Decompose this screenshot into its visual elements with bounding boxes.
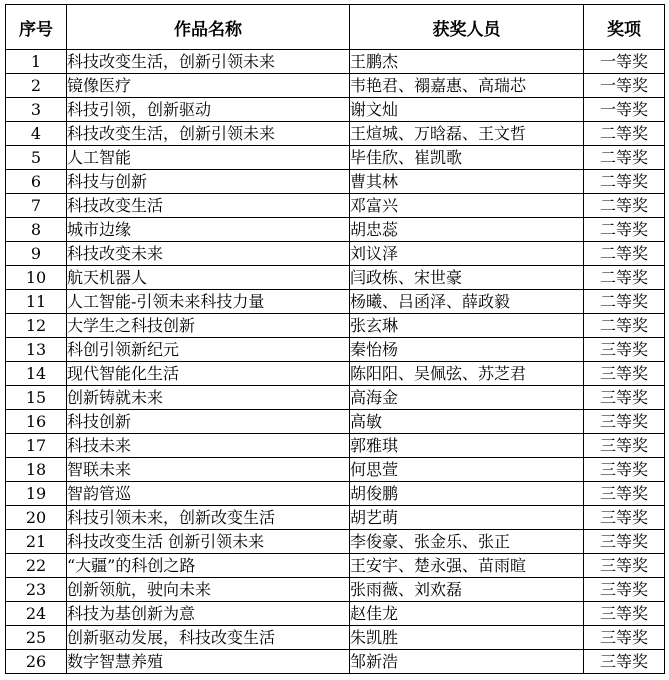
table-row [6, 458, 665, 482]
cell-award: 三等奖 [584, 626, 665, 650]
cell-num: 10 [6, 266, 67, 290]
cell-num: 3 [6, 98, 67, 122]
table-row [6, 578, 665, 602]
cell-people: 陈阳阳、吴佩弦、苏芝君 [350, 362, 584, 386]
cell-people: 郭雅琪 [350, 434, 584, 458]
cell-award: 三等奖 [584, 458, 665, 482]
cell-people: 王煊城、万晗磊、王文哲 [350, 122, 584, 146]
table-row [6, 410, 665, 434]
cell-num: 2 [6, 74, 67, 98]
cell-people: 秦怡杨 [350, 338, 584, 362]
table-header [6, 5, 665, 50]
cell-num: 21 [6, 530, 67, 554]
header-award: 奖项 [584, 5, 665, 50]
cell-work: 创新领航，驶向未来 [67, 578, 350, 602]
cell-people: 胡俊鹏 [350, 482, 584, 506]
cell-work: 科技引领，创新驱动 [67, 98, 350, 122]
cell-award: 二等奖 [584, 122, 665, 146]
cell-award: 三等奖 [584, 434, 665, 458]
cell-work: 科技改变生活 [67, 194, 350, 218]
table-row [6, 266, 665, 290]
cell-work: 科技未来 [67, 434, 350, 458]
cell-work: 创新驱动发展，科技改变生活 [67, 626, 350, 650]
cell-award: 二等奖 [584, 170, 665, 194]
cell-num: 13 [6, 338, 67, 362]
cell-work: 人工智能-引领未来科技力量 [67, 290, 350, 314]
cell-people: 何思萱 [350, 458, 584, 482]
cell-award: 一等奖 [584, 50, 665, 74]
table-row [6, 314, 665, 338]
cell-work: “大疆”的科创之路 [67, 554, 350, 578]
table-row [6, 194, 665, 218]
cell-num: 15 [6, 386, 67, 410]
cell-award: 二等奖 [584, 266, 665, 290]
table-row [6, 146, 665, 170]
table-row [6, 242, 665, 266]
header-people: 获奖人员 [350, 5, 584, 50]
cell-award: 三等奖 [584, 506, 665, 530]
table-row [6, 74, 665, 98]
cell-num: 26 [6, 650, 67, 674]
cell-award: 三等奖 [584, 578, 665, 602]
cell-work: 科技改变生活 创新引领未来 [67, 530, 350, 554]
table-row [6, 362, 665, 386]
header-row [6, 5, 665, 50]
cell-num: 22 [6, 554, 67, 578]
cell-work: 大学生之科技创新 [67, 314, 350, 338]
cell-num: 6 [6, 170, 67, 194]
cell-award: 三等奖 [584, 650, 665, 674]
cell-num: 5 [6, 146, 67, 170]
cell-people: 邓富兴 [350, 194, 584, 218]
table-row [6, 434, 665, 458]
cell-award: 三等奖 [584, 410, 665, 434]
cell-work: 现代智能化生活 [67, 362, 350, 386]
cell-award: 三等奖 [584, 530, 665, 554]
cell-people: 谢文灿 [350, 98, 584, 122]
cell-num: 12 [6, 314, 67, 338]
cell-work: 科技引领未来，创新改变生活 [67, 506, 350, 530]
cell-work: 数字智慧养殖 [67, 650, 350, 674]
table-body [6, 50, 665, 674]
cell-num: 20 [6, 506, 67, 530]
cell-work: 科技创新 [67, 410, 350, 434]
cell-num: 18 [6, 458, 67, 482]
cell-people: 邹新浩 [350, 650, 584, 674]
table-row [6, 530, 665, 554]
header-num: 序号 [6, 5, 67, 50]
table-row [6, 602, 665, 626]
cell-award: 三等奖 [584, 362, 665, 386]
table-row [6, 338, 665, 362]
cell-work: 镜像医疗 [67, 74, 350, 98]
cell-people: 李俊豪、张金乐、张正 [350, 530, 584, 554]
cell-people: 王鹏杰 [350, 50, 584, 74]
table-row [6, 122, 665, 146]
cell-people: 胡艺萌 [350, 506, 584, 530]
award-table [5, 4, 665, 674]
cell-work: 科技改变生活，创新引领未来 [67, 50, 350, 74]
cell-award: 三等奖 [584, 482, 665, 506]
cell-work: 科技为基创新为意 [67, 602, 350, 626]
table-row [6, 98, 665, 122]
cell-work: 智韵管巡 [67, 482, 350, 506]
cell-award: 二等奖 [584, 290, 665, 314]
table-row [6, 290, 665, 314]
cell-people: 朱凯胜 [350, 626, 584, 650]
cell-people: 张雨薇、刘欢磊 [350, 578, 584, 602]
cell-num: 24 [6, 602, 67, 626]
cell-work: 科创引领新纪元 [67, 338, 350, 362]
cell-people: 张玄琳 [350, 314, 584, 338]
cell-num: 8 [6, 218, 67, 242]
cell-people: 赵佳龙 [350, 602, 584, 626]
cell-work: 人工智能 [67, 146, 350, 170]
table-row [6, 50, 665, 74]
header-work: 作品名称 [67, 5, 350, 50]
cell-award: 三等奖 [584, 386, 665, 410]
table-row [6, 626, 665, 650]
cell-num: 11 [6, 290, 67, 314]
cell-num: 23 [6, 578, 67, 602]
cell-people: 王安宇、楚永强、苗雨暄 [350, 554, 584, 578]
cell-people: 高敏 [350, 410, 584, 434]
cell-num: 9 [6, 242, 67, 266]
table-row [6, 506, 665, 530]
table-row [6, 650, 665, 674]
cell-work: 科技改变未来 [67, 242, 350, 266]
cell-work: 创新铸就未来 [67, 386, 350, 410]
cell-people: 高海金 [350, 386, 584, 410]
cell-people: 曹其林 [350, 170, 584, 194]
cell-people: 毕佳欣、崔凯歌 [350, 146, 584, 170]
cell-num: 7 [6, 194, 67, 218]
cell-num: 25 [6, 626, 67, 650]
cell-award: 一等奖 [584, 74, 665, 98]
cell-num: 14 [6, 362, 67, 386]
cell-work: 城市边缘 [67, 218, 350, 242]
cell-people: 刘议泽 [350, 242, 584, 266]
cell-award: 三等奖 [584, 338, 665, 362]
cell-num: 17 [6, 434, 67, 458]
cell-award: 三等奖 [584, 554, 665, 578]
cell-people: 闫政栋、宋世豪 [350, 266, 584, 290]
cell-num: 19 [6, 482, 67, 506]
cell-award: 二等奖 [584, 242, 665, 266]
cell-num: 16 [6, 410, 67, 434]
cell-work: 航天机器人 [67, 266, 350, 290]
table-row [6, 554, 665, 578]
cell-award: 二等奖 [584, 218, 665, 242]
cell-work: 科技与创新 [67, 170, 350, 194]
table-row [6, 170, 665, 194]
cell-num: 4 [6, 122, 67, 146]
cell-award: 二等奖 [584, 314, 665, 338]
cell-award: 二等奖 [584, 194, 665, 218]
cell-people: 杨曦、吕函泽、薛政毅 [350, 290, 584, 314]
cell-work: 科技改变生活，创新引领未来 [67, 122, 350, 146]
cell-people: 韦艳君、禤嘉惠、高瑞芯 [350, 74, 584, 98]
table-row [6, 386, 665, 410]
cell-award: 一等奖 [584, 98, 665, 122]
cell-num: 1 [6, 50, 67, 74]
cell-work: 智联未来 [67, 458, 350, 482]
cell-award: 三等奖 [584, 602, 665, 626]
table-row [6, 218, 665, 242]
cell-people: 胡忠蕊 [350, 218, 584, 242]
cell-award: 二等奖 [584, 146, 665, 170]
table-row [6, 482, 665, 506]
